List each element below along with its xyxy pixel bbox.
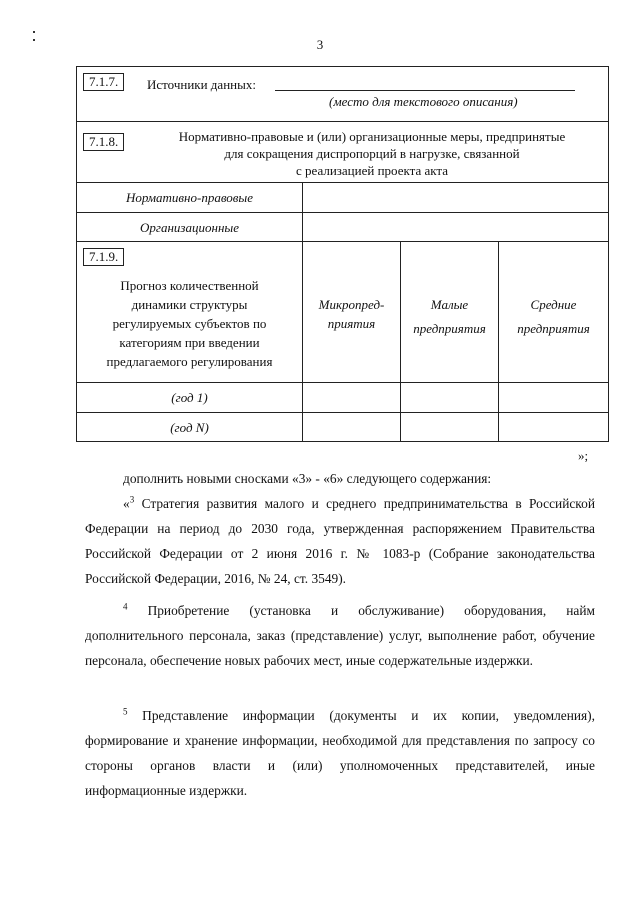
footnote-5: $^5$ Представление информации (документы и их копии, уведомления), формирование и хранение информации, необходимой для представления по запросу со стороны органов власти и (или) уполномоченных представителей, иные информационные издержки. bbox=[85, 706, 595, 798]
year-n-label: (год N) bbox=[170, 420, 209, 435]
section-number-7-1-8: 7.1.8. bbox=[83, 133, 124, 151]
organizational-row-label: Организационные bbox=[140, 220, 239, 235]
footnotes-intro: дополнить новыми сносками «3» - «6» следующего содержания: bbox=[123, 471, 492, 486]
footnote-5-number: 5 bbox=[123, 706, 128, 717]
section-number-7-1-9: 7.1.9. bbox=[83, 248, 124, 266]
footnote-3: «$^3$ Стратегия развития малого и среднего предпринимательства в Российской Федерации на период до 2030 года, утвержденная распоряжением Правительства Российской Федерации от 2 июня 2016 г. № 1083-р (Собрание законодательства Российской Федерации, 2016, № 24, ст. 3549). bbox=[85, 494, 595, 586]
normative-row-label: Нормативно-правовые bbox=[125, 190, 254, 205]
micro-enterprises-header: Микропред- приятия bbox=[318, 297, 385, 331]
scan-speck bbox=[33, 31, 35, 33]
text-description-hint: (место для текстового описания) bbox=[329, 94, 518, 109]
measures-heading-line1: Нормативно-правовые и (или) организационные меры, предпринятые bbox=[178, 129, 566, 144]
medium-enterprises-header: Средние предприятия bbox=[517, 297, 590, 336]
footnote-3-number: 3 bbox=[129, 494, 135, 505]
footnote-4-number: 4 bbox=[123, 601, 128, 612]
data-sources-label: Источники данных: bbox=[147, 77, 256, 92]
section-number-7-1-7: 7.1.7. bbox=[83, 73, 124, 91]
data-sources-blank-line bbox=[275, 90, 575, 91]
forecast-label: Прогноз количественной динамики структуры регулируемых субъектов по категориям при введении предлагаемого регулирования bbox=[106, 278, 273, 369]
measures-heading-line3: с реализацией проекта акта bbox=[296, 163, 448, 178]
small-enterprises-header: Малые предприятия bbox=[413, 297, 486, 336]
page-number: 3 bbox=[316, 37, 324, 52]
regulation-table bbox=[76, 66, 609, 442]
year-1-label: (год 1) bbox=[171, 390, 208, 405]
measures-heading-line2: для сокращения диспропорций в нагрузке, связанной bbox=[224, 146, 520, 161]
closing-quote: »; bbox=[578, 448, 589, 463]
footnote-4: $^4$ Приобретение (установка и обслуживание) оборудования, найм дополнительного персонала, заказ (представление) услуг, выполнение работ, обучение персонала, обеспечение новых рабочих мест, иные содержательные издержки. bbox=[85, 601, 595, 668]
